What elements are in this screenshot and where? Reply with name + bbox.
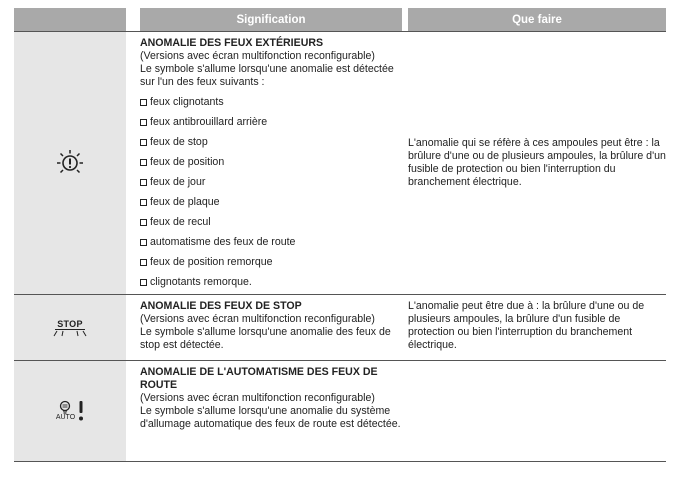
list-item: feux de plaque — [140, 196, 402, 209]
header-signification: Signification — [140, 8, 402, 31]
row-text: Le symbole s'allume lorsqu'une anomalie du système d'allumage automatique des feux de route est détectée. — [140, 405, 401, 430]
exclamation-icon — [78, 400, 84, 422]
list-item: feux de jour — [140, 176, 402, 189]
list-item: feux de position remorque — [140, 256, 402, 269]
signification-cell — [140, 32, 402, 294]
light-rays-icon — [53, 330, 87, 337]
signification-cell — [140, 295, 402, 360]
checkbox-square-icon — [140, 99, 147, 106]
checkbox-square-icon — [140, 159, 147, 166]
row-title: ANOMALIE DE L'AUTOMATISME DES FEUX DE ROUTE — [140, 366, 378, 391]
list-item: feux de position — [140, 156, 402, 169]
table-row — [14, 360, 666, 462]
row-title: ANOMALIE DES FEUX DE STOP — [140, 300, 302, 312]
warning-table — [14, 8, 666, 462]
list-item: feux de recul — [140, 216, 402, 229]
signification-cell — [140, 361, 402, 461]
checkbox-square-icon — [140, 199, 147, 206]
exterior-light-fault-icon — [55, 148, 85, 178]
que-faire-cell — [408, 295, 666, 360]
checkbox-square-icon — [140, 239, 147, 246]
auto-high-beam-fault-icon — [56, 400, 84, 422]
checkbox-square-icon — [140, 279, 147, 286]
list-item: feux antibrouillard arrière — [140, 116, 402, 129]
checkbox-square-icon — [140, 179, 147, 186]
action-text: L'anomalie peut être due à : la brûlure d'une ou de plusieurs ampoules, la brûlure d'un fusible de protection ou bien l'interruption du branchement électrique. — [408, 300, 645, 351]
checkbox-square-icon — [140, 259, 147, 266]
row-title: ANOMALIE DES FEUX EXTÉRIEURS — [140, 37, 324, 49]
row-text: (Versions avec écran multifonction reconfigurable) — [140, 50, 375, 62]
row-text: (Versions avec écran multifonction reconfigurable) — [140, 313, 375, 325]
checkbox-square-icon — [140, 219, 147, 226]
headlight-bulb-icon — [58, 400, 72, 414]
table-row — [14, 294, 666, 360]
action-text: L'anomalie qui se réfère à ces ampoules peut être : la brûlure d'une ou de plusieurs ampoules, la brûlure d'un fusible de protection ou bien l'interruption du branchement électrique. — [408, 137, 666, 188]
list-item: feux de stop — [140, 136, 402, 149]
list-item: clignotants remorque. — [140, 276, 402, 289]
auto-icon-text: AUTO — [55, 414, 76, 421]
row-text: Le symbole s'allume lorsqu'une anomalie est détectée sur l'un des feux suivants : — [140, 63, 394, 88]
que-faire-cell — [408, 361, 666, 461]
que-faire-cell — [408, 32, 666, 294]
table-header — [14, 8, 666, 31]
stop-icon-text: STOP — [57, 318, 83, 329]
row-text: Le symbole s'allume lorsqu'une anomalie des feux de stop est détectée. — [140, 326, 391, 351]
checkbox-square-icon — [140, 139, 147, 146]
checkbox-square-icon — [140, 119, 147, 126]
table-row — [14, 31, 666, 294]
row-text: (Versions avec écran multifonction reconfigurable) — [140, 392, 375, 404]
list-item: automatisme des feux de route — [140, 236, 402, 249]
list-item: feux clignotants — [140, 96, 402, 109]
header-icon-column — [14, 8, 126, 31]
stop-light-fault-icon — [53, 319, 87, 337]
header-que-faire: Que faire — [408, 8, 666, 31]
